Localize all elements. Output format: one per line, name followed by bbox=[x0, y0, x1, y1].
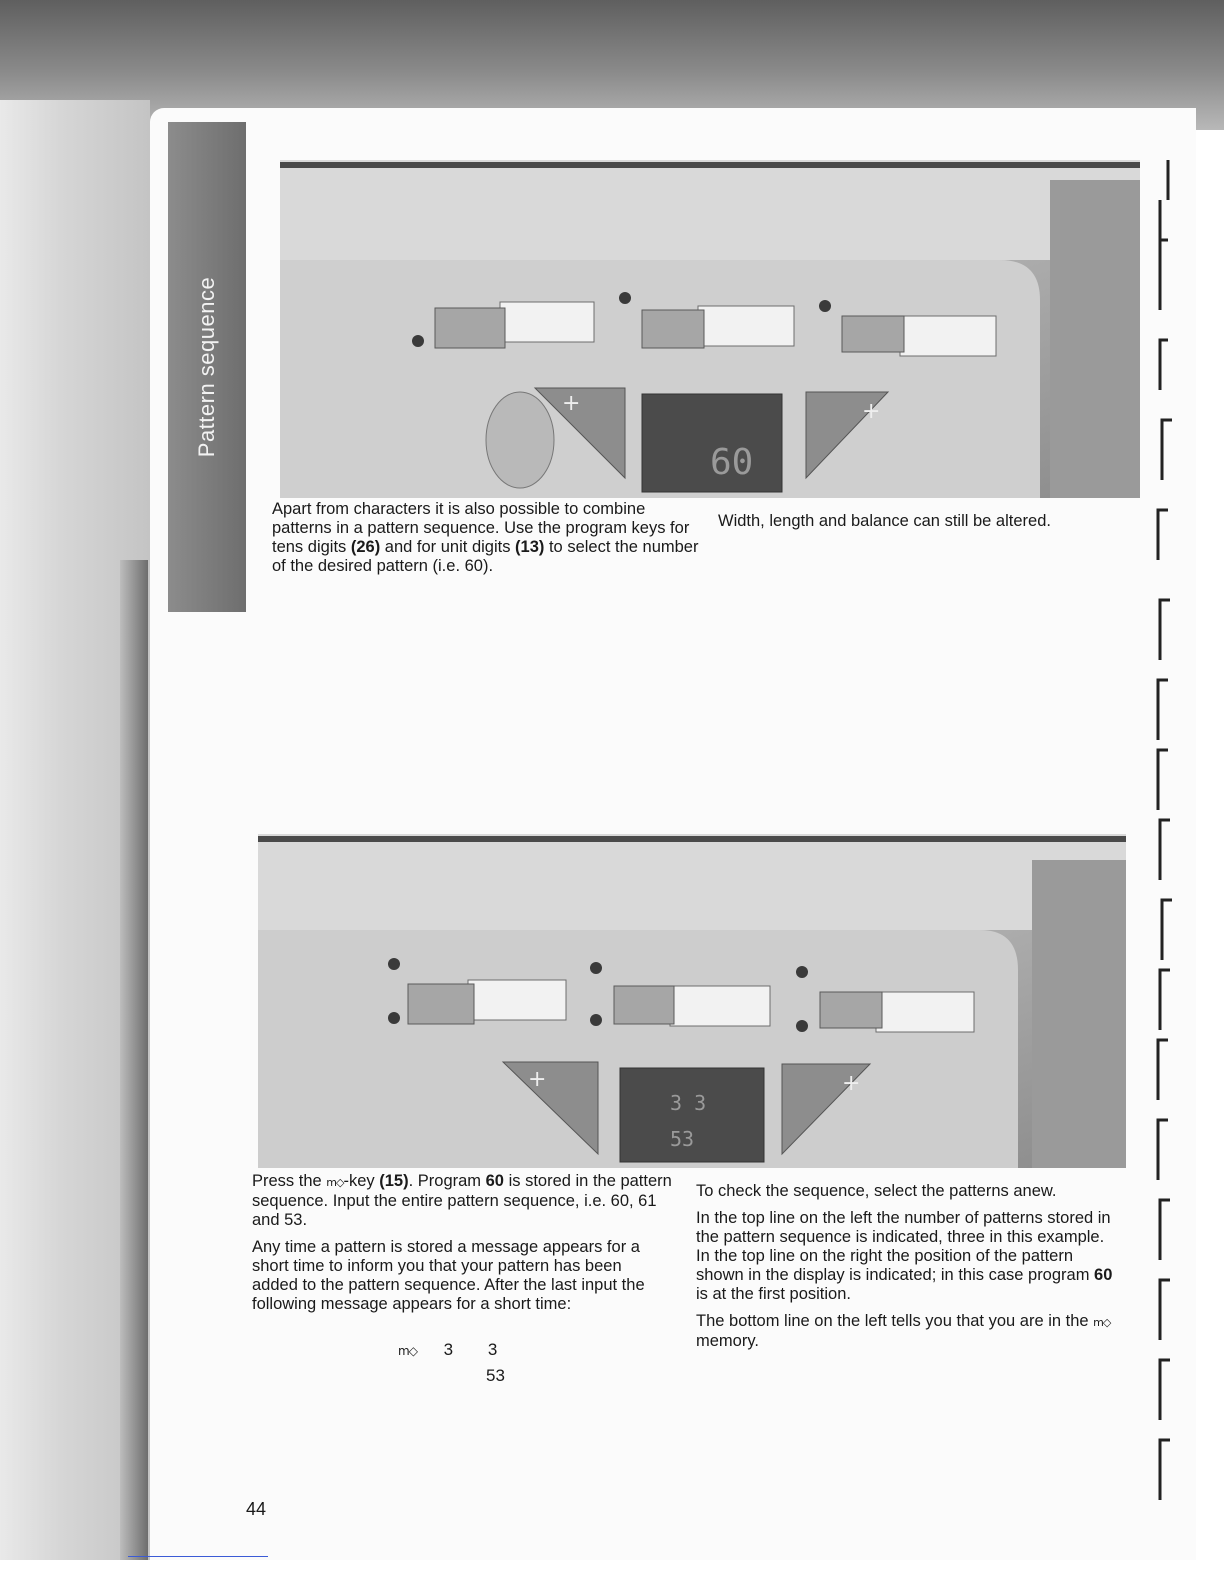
caption-text: Press the bbox=[252, 1172, 327, 1190]
section-tab bbox=[168, 122, 246, 612]
key-reference: (13) bbox=[515, 538, 545, 556]
display-value-1: 60 bbox=[710, 442, 754, 483]
footer-link-line bbox=[128, 1556, 268, 1557]
control-panel-photo-1 bbox=[280, 160, 1140, 498]
memory-message-bottom bbox=[486, 1366, 505, 1386]
display-value-3: 53 bbox=[670, 1127, 695, 1151]
program-number: 60 bbox=[1094, 1266, 1113, 1284]
caption-text: is stored in the pattern sequence. Input the entire pattern sequence, i.e. 60, 61 and 53. bbox=[252, 1172, 672, 1229]
caption-text: memory. bbox=[696, 1332, 759, 1350]
memory-icon: m◇ bbox=[1093, 1316, 1111, 1329]
memory-icon: m◇ bbox=[398, 1344, 417, 1358]
message-count: 3 bbox=[443, 1340, 454, 1359]
caption-text: . Program bbox=[408, 1172, 486, 1190]
caption-2-left bbox=[252, 1172, 672, 1322]
message-program: 53 bbox=[486, 1366, 505, 1385]
memory-arrow-icon: ◇ bbox=[336, 1176, 344, 1189]
svg-text:+: + bbox=[842, 1071, 861, 1096]
control-panel-photo-2 bbox=[258, 834, 1126, 1168]
caption-2-right bbox=[696, 1182, 1120, 1359]
caption-text: Apart from characters it is also possible to combine patterns in a pattern sequence. Use the program keys for tens digits bbox=[272, 500, 690, 556]
caption-text: To check the sequence, select the patterns anew. bbox=[696, 1182, 1057, 1200]
caption-1-right bbox=[718, 512, 1118, 539]
caption-1-left bbox=[272, 500, 702, 584]
control-panel-illustration-2 bbox=[258, 834, 1126, 1168]
caption-text: Width, length and balance can still be altered. bbox=[718, 512, 1051, 530]
memory-key-icon: m bbox=[326, 1176, 337, 1189]
memory-message-top bbox=[398, 1340, 497, 1360]
caption-text: In the top line on the left the number of patterns stored in the pattern sequence is indicated, three in this example. In the top line on the right the position of the pattern shown in the display is indicated; in this case program bbox=[696, 1209, 1111, 1284]
page-number: 44 bbox=[246, 1499, 267, 1519]
caption-text: The bottom line on the left tells you that you are in the bbox=[696, 1312, 1094, 1330]
caption-text: is at the first position. bbox=[696, 1285, 851, 1303]
svg-text:+: + bbox=[562, 391, 581, 416]
message-position: 3 bbox=[487, 1340, 498, 1359]
key-reference: (15) bbox=[379, 1172, 409, 1190]
caption-text: Any time a pattern is stored a message appears for a short time to inform you that your pattern has been added to the pattern sequence. After the last input the following message appears for a short time: bbox=[252, 1238, 645, 1313]
key-reference: (26) bbox=[350, 538, 381, 556]
program-number: 60 bbox=[485, 1172, 504, 1190]
control-panel-illustration-1 bbox=[280, 160, 1140, 498]
svg-text:+: + bbox=[528, 1067, 547, 1092]
svg-text:+: + bbox=[862, 399, 881, 424]
display-value-2: 3 3 bbox=[670, 1091, 707, 1115]
caption-text: -key bbox=[343, 1172, 380, 1190]
caption-text: and for unit digits bbox=[380, 538, 516, 556]
section-tab-label: Pattern sequence bbox=[194, 276, 219, 458]
spiral-binding bbox=[1150, 140, 1200, 1540]
scan-shadow-left bbox=[120, 560, 148, 1560]
caption-text: to select the number of the desired pattern (i.e. 60). bbox=[272, 538, 699, 575]
